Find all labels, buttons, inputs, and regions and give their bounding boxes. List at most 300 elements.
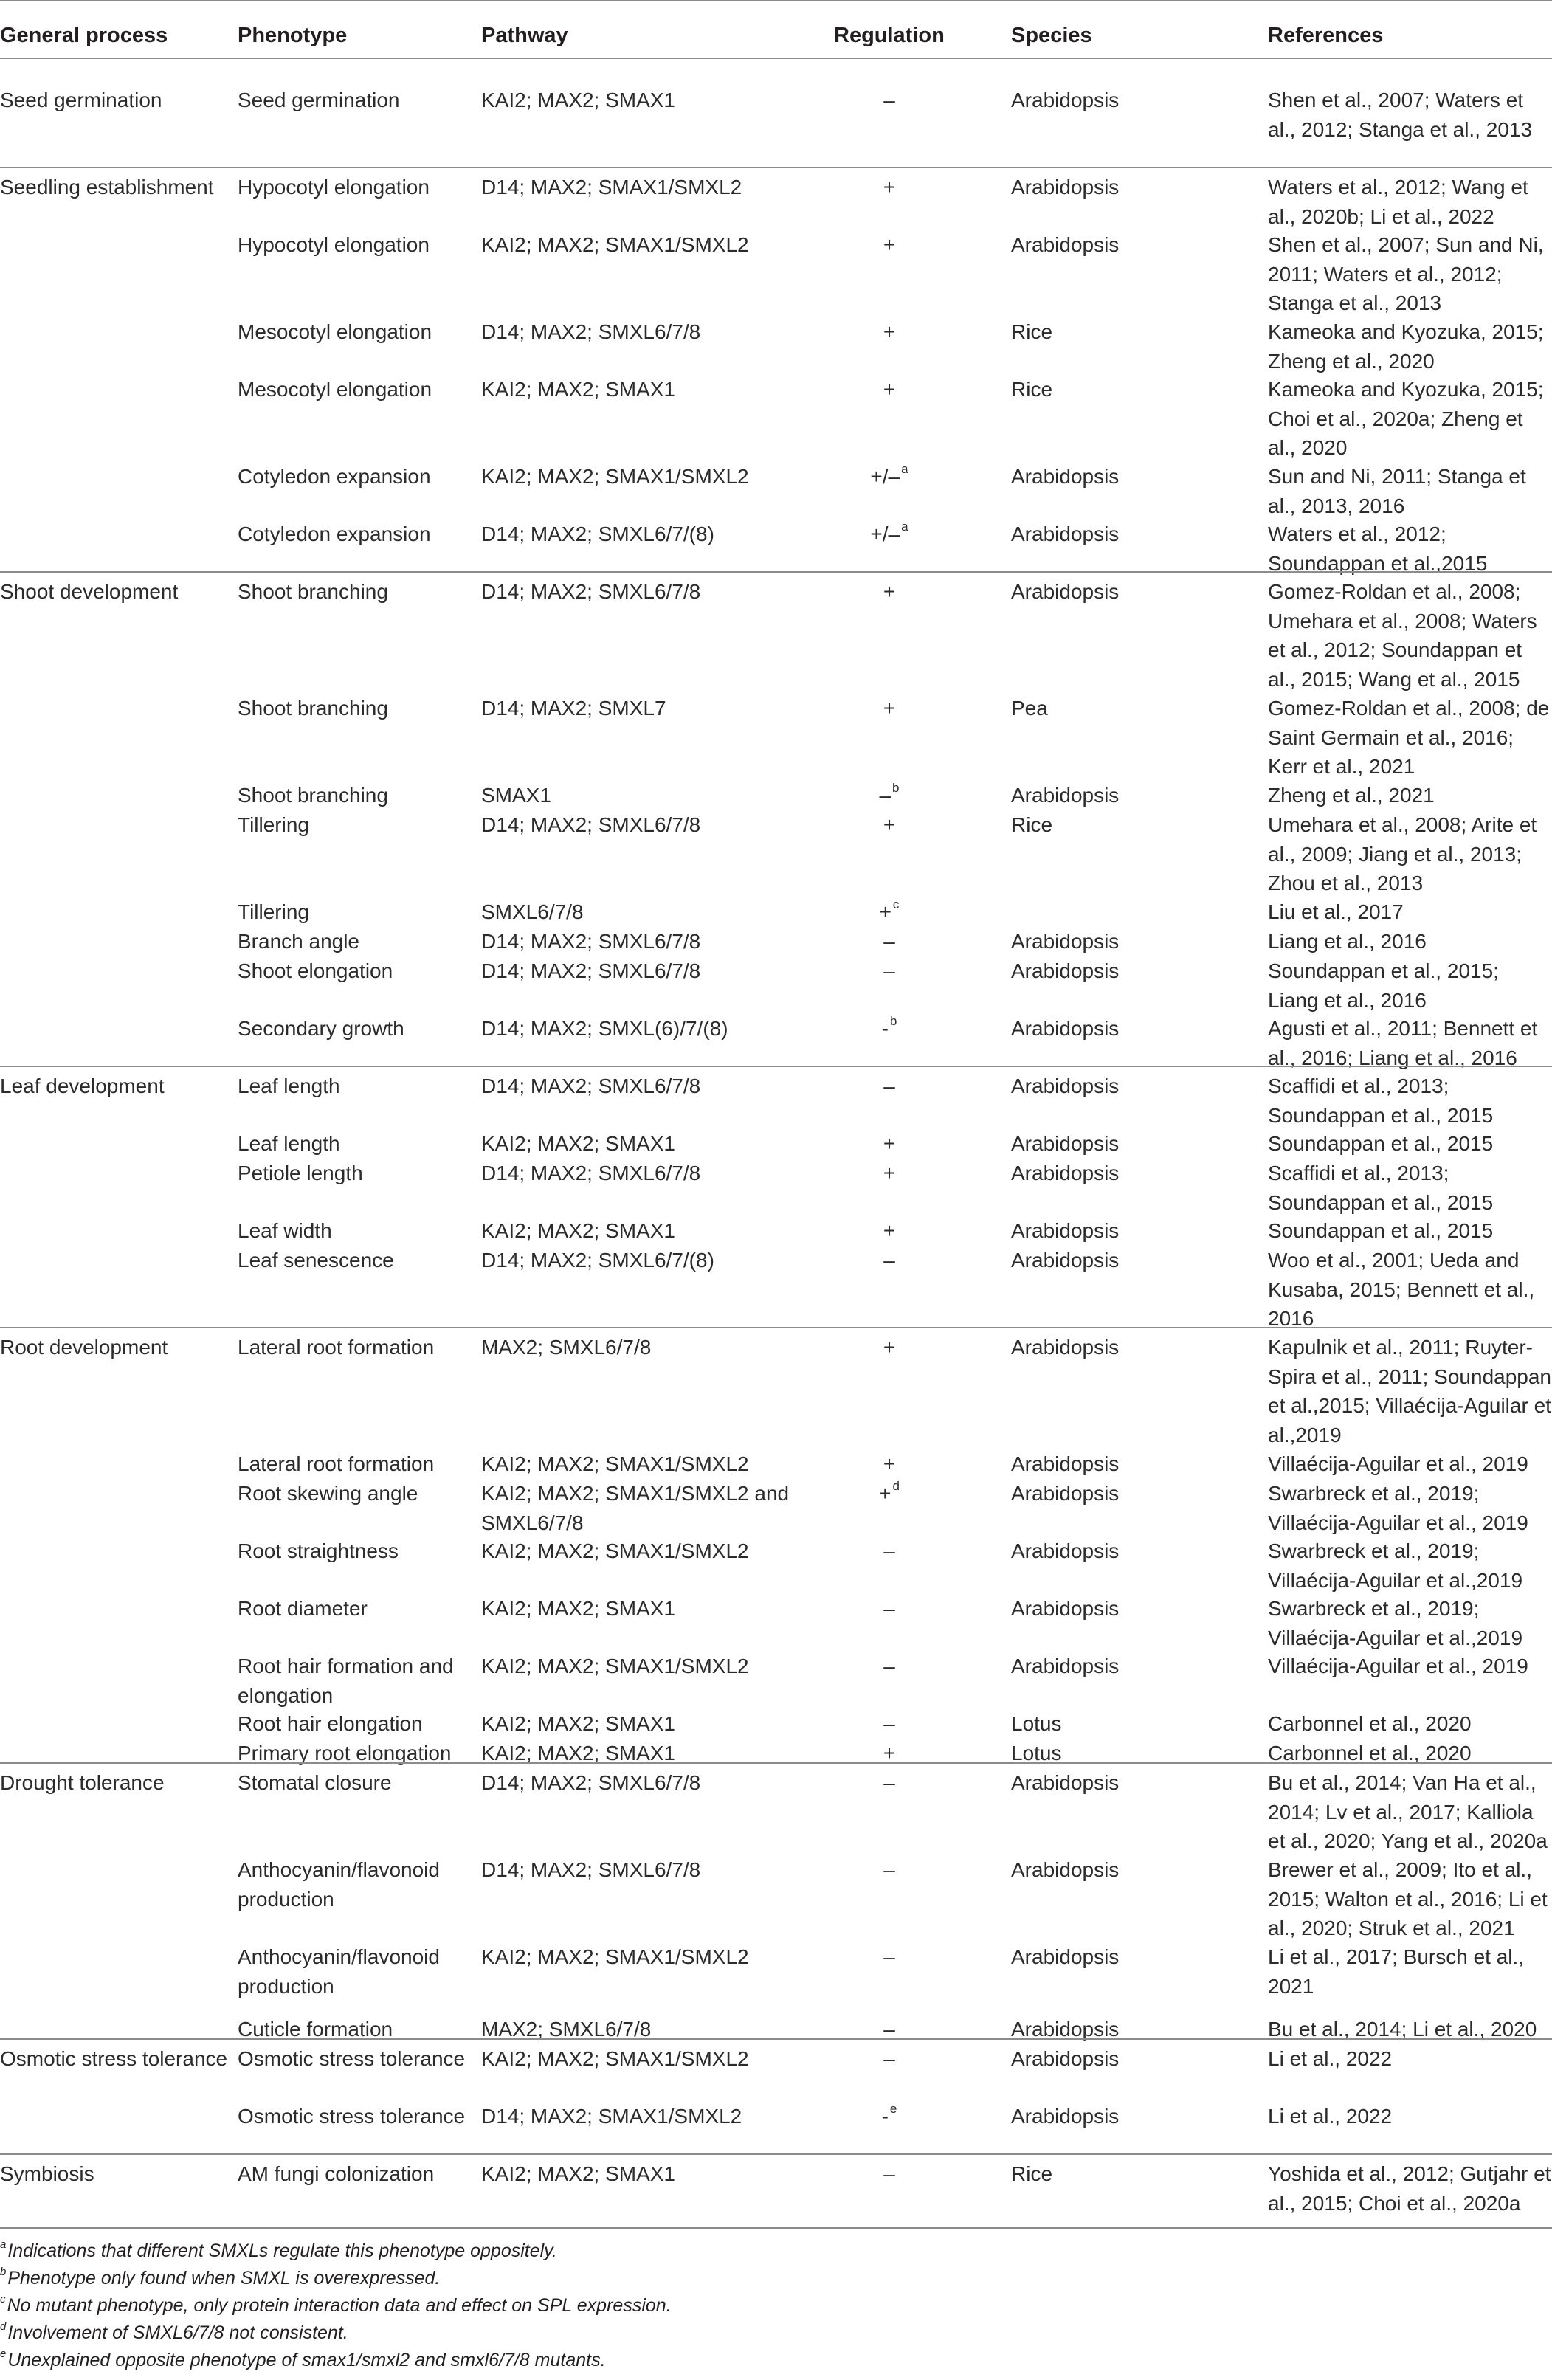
species-cell bbox=[1011, 173, 1247, 202]
references-text: Villaécija-Aguilar et al., 2019 bbox=[1268, 1452, 1528, 1475]
table-bottom-rule bbox=[0, 2227, 1552, 2229]
species-text: Rice bbox=[1011, 2162, 1053, 2185]
pathway-text: D14; MAX2; SMXL6/7/8 bbox=[481, 320, 701, 343]
table-row bbox=[0, 897, 1552, 927]
phenotype-cell bbox=[238, 1652, 474, 1710]
process-cell bbox=[0, 2159, 229, 2189]
pathway-cell bbox=[481, 1536, 821, 1566]
phenotype-text: Shoot branching bbox=[238, 697, 388, 720]
regulation-text: + bbox=[883, 1132, 896, 1155]
references-text: Waters et al., 2012; Wang et al., 2020b; Li et al., 2022 bbox=[1268, 176, 1528, 228]
footnote-marker: e bbox=[889, 2102, 897, 2116]
phenotype-text: Shoot branching bbox=[238, 784, 388, 807]
pathway-text: D14; MAX2; SMAX1/SMXL2 bbox=[481, 2105, 742, 2128]
references-text: Li et al., 2022 bbox=[1268, 2105, 1393, 2128]
regulation-text: – bbox=[883, 2162, 895, 2185]
regulation-text: – bbox=[883, 2018, 895, 2041]
pathway-text: KAI2; MAX2; SMAX1 bbox=[481, 1712, 675, 1735]
pathway-text: KAI2; MAX2; SMAX1/SMXL2 bbox=[481, 1452, 749, 1475]
pathway-cell bbox=[481, 1652, 821, 1681]
regulation-text: + bbox=[883, 320, 896, 343]
species-cell bbox=[1011, 1536, 1247, 1566]
regulation-cell bbox=[827, 1246, 952, 1275]
footnote-e bbox=[0, 2349, 606, 2371]
phenotype-text: Leaf length bbox=[238, 1132, 340, 1155]
phenotype-text: Osmotic stress tolerance bbox=[238, 2105, 466, 2128]
species-cell bbox=[1011, 2044, 1247, 2074]
phenotype-text: Anthocyanin/flavonoid production bbox=[238, 1945, 440, 1998]
regulation-cell bbox=[827, 317, 952, 347]
pathway-cell bbox=[481, 1246, 821, 1275]
column-header-general-process: General process bbox=[0, 24, 168, 47]
references-text: Li et al., 2017; Bursch et al., 2021 bbox=[1268, 1945, 1525, 1998]
regulation-cell bbox=[827, 1014, 952, 1044]
references-text: Villaécija-Aguilar et al., 2019 bbox=[1268, 1655, 1528, 1677]
footnote-text: Unexplained opposite phenotype of smax1/smxl2 and smxl6/7/8 mutants. bbox=[7, 2350, 606, 2370]
pathway-text: KAI2; MAX2; SMAX1/SMXL2 bbox=[481, 2047, 749, 2070]
regulation-text: – bbox=[883, 959, 895, 982]
species-text: Rice bbox=[1011, 813, 1053, 836]
references-cell bbox=[1268, 1216, 1552, 1246]
species-cell bbox=[1011, 1246, 1247, 1275]
references-text: Kameoka and Kyozuka, 2015; Choi et al., 2020a; Zheng et al., 2020 bbox=[1268, 378, 1544, 460]
pathway-text: KAI2; MAX2; SMAX1 bbox=[481, 2162, 675, 2185]
pathway-text: KAI2; MAX2; SMAX1/SMXL2 bbox=[481, 465, 749, 488]
footnote-a bbox=[0, 2240, 557, 2262]
species-cell bbox=[1011, 462, 1247, 491]
species-text: Arabidopsis bbox=[1011, 233, 1120, 256]
pathway-text: KAI2; MAX2; SMAX1 bbox=[481, 378, 675, 401]
references-cell bbox=[1268, 927, 1552, 956]
column-header-phenotype: Phenotype bbox=[238, 24, 348, 47]
group-divider bbox=[0, 1066, 1552, 1067]
references-cell bbox=[1268, 317, 1552, 376]
references-text: Woo et al., 2001; Ueda and Kusaba, 2015; Bennett et al., 2016 bbox=[1268, 1249, 1535, 1331]
species-cell bbox=[1011, 1159, 1247, 1188]
process-cell bbox=[0, 2044, 229, 2074]
phenotype-cell bbox=[238, 1855, 474, 1914]
group-divider bbox=[0, 1762, 1552, 1764]
regulation-text: – bbox=[883, 1945, 895, 1968]
group-divider bbox=[0, 2153, 1552, 2155]
pathway-text: KAI2; MAX2; SMAX1 bbox=[481, 1132, 675, 1155]
species-text: Arabidopsis bbox=[1011, 1482, 1120, 1505]
references-text: Kapulnik et al., 2011; Ruyter-Spira et al., 2011; Soundappan et al.,2015; Villaécija-Aguilar et al.,2019 bbox=[1268, 1336, 1552, 1446]
phenotype-text: Mesocotyl elongation bbox=[238, 320, 432, 343]
regulation-cell bbox=[827, 1129, 952, 1159]
phenotype-text: Leaf width bbox=[238, 1219, 332, 1242]
phenotype-cell bbox=[238, 1129, 474, 1159]
regulation-text: + bbox=[883, 813, 896, 836]
species-text: Arabidopsis bbox=[1011, 1075, 1120, 1097]
references-text: Brewer et al., 2009; Ito et al., 2015; Walton et al., 2016; Li et al., 2020; Struk et al., 2021 bbox=[1268, 1858, 1548, 1940]
references-text: Bu et al., 2014; Li et al., 2020 bbox=[1268, 2018, 1537, 2041]
references-cell bbox=[1268, 956, 1552, 1015]
species-cell bbox=[1011, 2102, 1247, 2131]
species-text: Arabidopsis bbox=[1011, 1771, 1120, 1794]
regulation-cell bbox=[827, 2044, 952, 2074]
process-cell bbox=[0, 86, 229, 115]
regulation-text: - bbox=[881, 2105, 889, 2128]
species-text: Arabidopsis bbox=[1011, 580, 1120, 603]
phenotype-cell bbox=[238, 520, 474, 549]
table-row bbox=[0, 1652, 1552, 1709]
table-row bbox=[0, 577, 1552, 694]
pathway-cell bbox=[481, 462, 821, 491]
species-text: Arabidopsis bbox=[1011, 465, 1120, 488]
regulation-cell bbox=[827, 1709, 952, 1739]
table-row bbox=[0, 694, 1552, 781]
references-cell bbox=[1268, 1709, 1552, 1739]
pathway-cell bbox=[481, 1014, 821, 1044]
regulation-text: + bbox=[883, 580, 896, 603]
regulation-cell bbox=[827, 781, 952, 810]
species-cell bbox=[1011, 1942, 1247, 1972]
regulation-text: + bbox=[883, 233, 896, 256]
pathway-text: D14; MAX2; SMXL6/7/8 bbox=[481, 1858, 701, 1881]
species-text: Arabidopsis bbox=[1011, 1162, 1120, 1184]
column-header-species: Species bbox=[1011, 24, 1092, 47]
phenotype-text: Tillering bbox=[238, 813, 309, 836]
phenotype-cell bbox=[238, 1594, 474, 1624]
phenotype-cell bbox=[238, 1072, 474, 1101]
phenotype-cell bbox=[238, 1159, 474, 1188]
phenotype-cell bbox=[238, 173, 474, 202]
table-row bbox=[0, 1594, 1552, 1652]
regulation-cell bbox=[827, 462, 952, 491]
species-cell bbox=[1011, 1129, 1247, 1159]
references-cell bbox=[1268, 230, 1552, 318]
species-text: Arabidopsis bbox=[1011, 2105, 1120, 2128]
regulation-cell bbox=[827, 1536, 952, 1566]
references-cell bbox=[1268, 1594, 1552, 1652]
species-cell bbox=[1011, 375, 1247, 404]
regulation-text: – bbox=[883, 1858, 895, 1881]
regulation-cell bbox=[827, 577, 952, 607]
table-row bbox=[0, 1739, 1552, 1768]
phenotype-text: Lateral root formation bbox=[238, 1336, 435, 1359]
footnote-text: No mutant phenotype, only protein interaction data and effect on SPL expression. bbox=[7, 2295, 672, 2316]
phenotype-cell bbox=[238, 1014, 474, 1044]
species-cell bbox=[1011, 1594, 1247, 1624]
phenotype-cell bbox=[238, 1333, 474, 1362]
regulation-cell bbox=[827, 230, 952, 260]
references-cell bbox=[1268, 1768, 1552, 1856]
regulation-text: + bbox=[879, 900, 891, 923]
species-text: Arabidopsis bbox=[1011, 784, 1120, 807]
references-text: Bu et al., 2014; Van Ha et al., 2014; Lv et al., 2017; Kalliola et al., 2020; Yang et al., 2020a bbox=[1268, 1771, 1548, 1853]
references-cell bbox=[1268, 1652, 1552, 1681]
references-text: Swarbreck et al., 2019; Villaécija-Aguilar et al.,2019 bbox=[1268, 1597, 1523, 1649]
species-text: Arabidopsis bbox=[1011, 1219, 1120, 1242]
regulation-cell bbox=[827, 1333, 952, 1362]
process-cell bbox=[0, 1072, 229, 1101]
table-row bbox=[0, 810, 1552, 897]
table-row bbox=[0, 1942, 1552, 2015]
references-text: Carbonnel et al., 2020 bbox=[1268, 1742, 1472, 1765]
phenotype-cell bbox=[238, 694, 474, 723]
group-divider bbox=[0, 2038, 1552, 2040]
footnote-c bbox=[0, 2294, 672, 2317]
regulation-text: – bbox=[883, 930, 895, 953]
regulation-cell bbox=[827, 1479, 952, 1508]
pathway-cell bbox=[481, 694, 821, 723]
species-cell bbox=[1011, 230, 1247, 260]
species-cell bbox=[1011, 1768, 1247, 1798]
regulation-cell bbox=[827, 2102, 952, 2131]
species-text: Lotus bbox=[1011, 1742, 1062, 1765]
species-text: Arabidopsis bbox=[1011, 1249, 1120, 1272]
regulation-cell bbox=[827, 2159, 952, 2189]
regulation-text: – bbox=[883, 1249, 895, 1272]
table-header bbox=[0, 0, 1552, 59]
pathway-cell bbox=[481, 781, 821, 810]
species-text: Arabidopsis bbox=[1011, 89, 1120, 111]
references-cell bbox=[1268, 897, 1552, 927]
pathway-text: D14; MAX2; SMAX1/SMXL2 bbox=[481, 176, 742, 199]
references-cell bbox=[1268, 1449, 1552, 1479]
regulation-text: – bbox=[883, 1771, 895, 1794]
pathway-cell bbox=[481, 2102, 821, 2131]
group-divider bbox=[0, 571, 1552, 573]
phenotype-text: Secondary growth bbox=[238, 1017, 404, 1040]
phenotype-cell bbox=[238, 317, 474, 347]
phenotype-text: Seed germination bbox=[238, 89, 400, 111]
phenotype-text: Root skewing angle bbox=[238, 1482, 418, 1505]
process-text: Symbiosis bbox=[0, 2162, 94, 2185]
table-row bbox=[0, 781, 1552, 810]
references-text: Agusti et al., 2011; Bennett et al., 2016; Liang et al., 2016 bbox=[1268, 1017, 1538, 1069]
phenotype-text: Stomatal closure bbox=[238, 1771, 392, 1794]
phenotype-text: Cuticle formation bbox=[238, 2018, 393, 2041]
species-cell bbox=[1011, 781, 1247, 810]
references-cell bbox=[1268, 2159, 1552, 2218]
regulation-text: + bbox=[883, 697, 896, 720]
regulation-cell bbox=[827, 1594, 952, 1624]
references-cell bbox=[1268, 810, 1552, 898]
phenotype-cell bbox=[238, 1216, 474, 1246]
regulation-cell bbox=[827, 1216, 952, 1246]
pathway-cell bbox=[481, 1129, 821, 1159]
pathway-cell bbox=[481, 86, 821, 115]
references-cell bbox=[1268, 1246, 1552, 1334]
pathway-cell bbox=[481, 1072, 821, 1101]
table-row bbox=[0, 1246, 1552, 1333]
references-cell bbox=[1268, 462, 1552, 520]
pathway-text: D14; MAX2; SMXL6/7/(8) bbox=[481, 1249, 714, 1272]
species-text: Arabidopsis bbox=[1011, 930, 1120, 953]
species-cell bbox=[1011, 810, 1247, 840]
species-cell bbox=[1011, 1479, 1247, 1508]
species-text: Arabidopsis bbox=[1011, 1539, 1120, 1562]
regulation-text: – bbox=[883, 1655, 895, 1677]
process-cell bbox=[0, 1768, 229, 1798]
regulation-text: + bbox=[883, 1336, 896, 1359]
phenotype-cell bbox=[238, 577, 474, 607]
phenotype-text: AM fungi colonization bbox=[238, 2162, 435, 2185]
regulation-text: + bbox=[883, 1742, 896, 1765]
references-text: Kameoka and Kyozuka, 2015; Zheng et al., 2020 bbox=[1268, 320, 1544, 373]
table-row bbox=[0, 520, 1552, 577]
phenotype-cell bbox=[238, 1246, 474, 1275]
pathway-text: D14; MAX2; SMXL6/7/8 bbox=[481, 1075, 701, 1097]
references-text: Gomez-Roldan et al., 2008; Umehara et al., 2008; Waters et al., 2012; Soundappan et al., 2015; Wang et al., 2015 bbox=[1268, 580, 1537, 691]
table-row bbox=[0, 2159, 1552, 2232]
regulation-cell bbox=[827, 1652, 952, 1681]
species-cell bbox=[1011, 694, 1247, 723]
species-text: Arabidopsis bbox=[1011, 2018, 1120, 2041]
pathway-text: D14; MAX2; SMXL6/7/8 bbox=[481, 1771, 701, 1794]
regulation-text: +/– bbox=[870, 522, 900, 545]
regulation-cell bbox=[827, 1072, 952, 1101]
table-row bbox=[0, 1768, 1552, 1855]
pathway-cell bbox=[481, 2044, 821, 2074]
footnote-mark: b bbox=[0, 2266, 7, 2278]
references-text: Li et al., 2022 bbox=[1268, 2047, 1393, 2070]
species-text: Arabidopsis bbox=[1011, 1336, 1120, 1359]
pathway-text: MAX2; SMXL6/7/8 bbox=[481, 1336, 652, 1359]
phenotype-cell bbox=[238, 2102, 474, 2131]
phenotype-text: Lateral root formation bbox=[238, 1452, 435, 1475]
pathway-text: D14; MAX2; SMXL(6)/7/(8) bbox=[481, 1017, 728, 1040]
column-header-pathway: Pathway bbox=[481, 24, 568, 47]
table-row bbox=[0, 173, 1552, 230]
phenotype-text: Root diameter bbox=[238, 1597, 368, 1620]
table-row bbox=[0, 1159, 1552, 1216]
species-text: Pea bbox=[1011, 697, 1048, 720]
pathway-text: KAI2; MAX2; SMAX1 bbox=[481, 1597, 675, 1620]
references-cell bbox=[1268, 1855, 1552, 1943]
references-cell bbox=[1268, 694, 1552, 782]
pathway-cell bbox=[481, 1159, 821, 1188]
pathway-cell bbox=[481, 897, 821, 927]
table-row bbox=[0, 1855, 1552, 1942]
phenotype-cell bbox=[238, 956, 474, 986]
phenotype-text: Root hair elongation bbox=[238, 1712, 423, 1735]
species-text: Arabidopsis bbox=[1011, 1655, 1120, 1677]
species-text: Lotus bbox=[1011, 1712, 1062, 1735]
references-text: Gomez-Roldan et al., 2008; de Saint Germain et al., 2016; Kerr et al., 2021 bbox=[1268, 697, 1550, 779]
phenotype-cell bbox=[238, 1536, 474, 1566]
references-cell bbox=[1268, 86, 1552, 144]
phenotype-cell bbox=[238, 86, 474, 115]
phenotype-text: Shoot elongation bbox=[238, 959, 393, 982]
species-cell bbox=[1011, 1216, 1247, 1246]
species-cell bbox=[1011, 1014, 1247, 1044]
species-cell bbox=[1011, 1709, 1247, 1739]
phenotype-cell bbox=[238, 1709, 474, 1739]
footnote-d bbox=[0, 2322, 348, 2344]
pathway-cell bbox=[481, 956, 821, 986]
species-text: Arabidopsis bbox=[1011, 522, 1120, 545]
pathway-cell bbox=[481, 1768, 821, 1798]
process-text: Drought tolerance bbox=[0, 1771, 165, 1794]
pathway-text: KAI2; MAX2; SMAX1 bbox=[481, 89, 675, 111]
references-cell bbox=[1268, 577, 1552, 694]
phenotype-text: Anthocyanin/flavonoid production bbox=[238, 1858, 440, 1911]
footnote-mark: c bbox=[0, 2293, 6, 2305]
references-text: Carbonnel et al., 2020 bbox=[1268, 1712, 1472, 1735]
pathway-text: D14; MAX2; SMXL6/7/8 bbox=[481, 813, 701, 836]
pathway-cell bbox=[481, 1333, 821, 1362]
references-cell bbox=[1268, 1479, 1552, 1537]
table-row bbox=[0, 375, 1552, 462]
references-text: Scaffidi et al., 2013; Soundappan et al., 2015 bbox=[1268, 1162, 1494, 1214]
phenotype-text: Hypocotyl elongation bbox=[238, 233, 430, 256]
regulation-cell bbox=[827, 173, 952, 202]
species-cell bbox=[1011, 1072, 1247, 1101]
pathway-text: KAI2; MAX2; SMAX1/SMXL2 bbox=[481, 1655, 749, 1677]
references-cell bbox=[1268, 2102, 1552, 2131]
pathway-text: D14; MAX2; SMXL6/7/8 bbox=[481, 959, 701, 982]
regulation-text: – bbox=[883, 1597, 895, 1620]
regulation-text: + bbox=[883, 1162, 896, 1184]
references-text: Shen et al., 2007; Sun and Ni, 2011; Waters et al., 2012; Stanga et al., 2013 bbox=[1268, 233, 1544, 315]
references-text: Sun and Ni, 2011; Stanga et al., 2013, 2016 bbox=[1268, 465, 1526, 517]
regulation-cell bbox=[827, 1942, 952, 1972]
phenotype-text: Primary root elongation bbox=[238, 1742, 452, 1765]
references-text: Shen et al., 2007; Waters et al., 2012; Stanga et al., 2013 bbox=[1268, 89, 1533, 141]
species-cell bbox=[1011, 317, 1247, 347]
references-text: Liang et al., 2016 bbox=[1268, 930, 1427, 953]
regulation-text: + bbox=[883, 176, 896, 199]
pathway-text: KAI2; MAX2; SMAX1/SMXL2 and SMXL6/7/8 bbox=[481, 1482, 790, 1534]
regulation-cell bbox=[827, 694, 952, 723]
species-cell bbox=[1011, 520, 1247, 549]
table-row bbox=[0, 2015, 1552, 2044]
references-cell bbox=[1268, 1072, 1552, 1130]
references-cell bbox=[1268, 173, 1552, 231]
references-cell bbox=[1268, 520, 1552, 578]
column-header-regulation: Regulation bbox=[834, 24, 945, 47]
process-text: Osmotic stress tolerance bbox=[0, 2047, 228, 2070]
table-row bbox=[0, 1129, 1552, 1159]
phenotype-text: Cotyledon expansion bbox=[238, 465, 431, 488]
regulation-text: - bbox=[881, 1017, 889, 1040]
references-cell bbox=[1268, 1942, 1552, 2001]
species-text: Arabidopsis bbox=[1011, 1452, 1120, 1475]
pathway-cell bbox=[481, 520, 821, 549]
table-row bbox=[0, 1216, 1552, 1246]
phenotype-cell bbox=[238, 462, 474, 491]
regulation-cell bbox=[827, 927, 952, 956]
pathway-text: SMXL6/7/8 bbox=[481, 900, 584, 923]
phenotype-text: Leaf length bbox=[238, 1075, 340, 1097]
species-cell bbox=[1011, 2159, 1247, 2189]
regulation-text: + bbox=[879, 1482, 891, 1505]
pathway-cell bbox=[481, 1216, 821, 1246]
table-row bbox=[0, 86, 1552, 173]
pathway-text: MAX2; SMXL6/7/8 bbox=[481, 2018, 652, 2041]
phenotype-text: Root straightness bbox=[238, 1539, 399, 1562]
footnote-mark: a bbox=[0, 2238, 7, 2251]
pathway-text: D14; MAX2; SMXL6/7/8 bbox=[481, 580, 701, 603]
footnote-marker: b bbox=[892, 781, 900, 795]
pathway-cell bbox=[481, 230, 821, 260]
phenotype-text: Mesocotyl elongation bbox=[238, 378, 432, 401]
table-row bbox=[0, 2044, 1552, 2102]
table-row bbox=[0, 956, 1552, 1014]
process-cell bbox=[0, 577, 229, 607]
species-cell bbox=[1011, 1855, 1247, 1885]
species-text: Arabidopsis bbox=[1011, 2047, 1120, 2070]
species-text: Arabidopsis bbox=[1011, 1858, 1120, 1881]
table-row bbox=[0, 1333, 1552, 1449]
references-cell bbox=[1268, 781, 1552, 810]
footnote-marker: b bbox=[889, 1014, 897, 1028]
species-cell bbox=[1011, 1652, 1247, 1681]
references-cell bbox=[1268, 1159, 1552, 1217]
